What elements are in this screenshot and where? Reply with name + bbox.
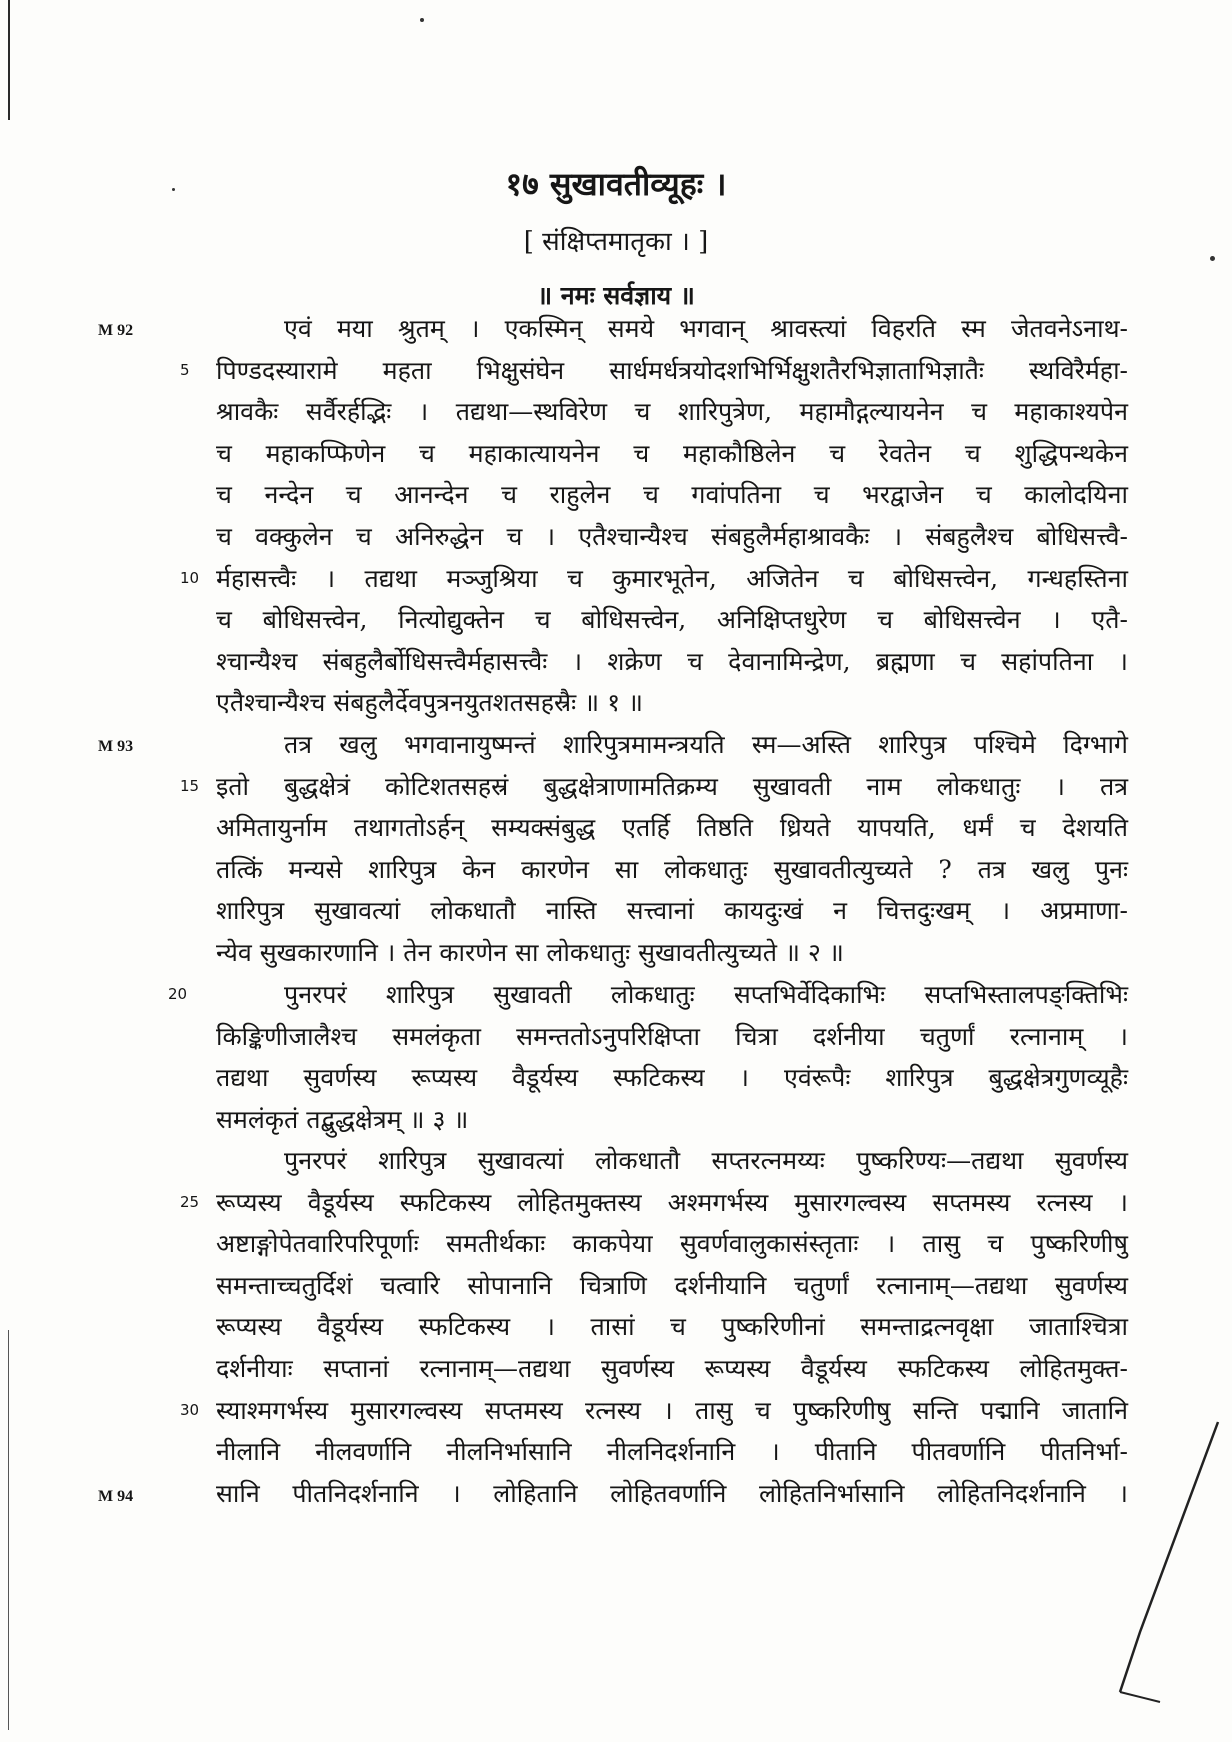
text-line xyxy=(180,558,1128,600)
line-number: 25 xyxy=(180,1192,200,1211)
text-line: तत्किं मन्यसे शारिपुत्र केन कारणेन सा लोकधातुः सुखावतीत्युच्यते ? तत्र खलु पुनः xyxy=(216,854,1128,884)
binding-edge-line xyxy=(8,0,10,120)
text-line: च नन्देन च आनन्देन च राहुलेन च गवांपतिना च भरद्वाजेन च कालोदयिना xyxy=(216,480,1128,510)
text-line xyxy=(168,974,1128,1016)
text-line: समलंकृतं तद्बुद्धक्षेत्रम् ॥ ३ ॥ xyxy=(216,1104,469,1134)
text-line: च महाकप्फिणेन च महाकात्यायनेन च महाकौष्ठिलेन च रेवतेन च शुद्धिपन्थकेन xyxy=(216,438,1128,468)
text-line xyxy=(180,1182,1128,1224)
text-body xyxy=(180,308,1128,724)
text-line: तत्र खलु भगवानायुष्मन्तं शारिपुत्रमामन्त्रयति स्म—अस्ति शारिपुत्र पश्चिमे दिग्भागे xyxy=(284,730,1128,759)
pencil-stroke-mark xyxy=(1100,1402,1220,1702)
text-line-content: रूप्यस्य वैडूर्यस्य स्फटिकस्य लोहितमुक्तस्य अश्मगर्भस्य मुसारगल्वस्य सप्तमस्य रत्नस्य । xyxy=(216,1187,1128,1217)
text-line-content: इतो बुद्धक्षेत्रं कोटिशतसहस्रं बुद्धक्षेत्राणामतिक्रम्य सुखावती नाम लोकधातुः । तत्र xyxy=(216,771,1128,801)
text-line: एतैश्चान्यैश्च संबहुलैर्देवपुत्रनयुतशतसहस्रैः ॥ १ ॥ xyxy=(216,688,643,718)
text-line: श्चान्यैश्च संबहुलैर्बोधिसत्त्वैर्महासत्त्वैः । शक्रेण च देवानामिन्द्रेण, ब्रह्मणा च सहांपतिना । xyxy=(216,646,1128,676)
line-number: 30 xyxy=(180,1400,200,1419)
chapter-subtitle: [ संक्षिप्तमातृका । ] xyxy=(523,227,709,257)
text-line: एवं मया श्रुतम् । एकस्मिन् समये भगवान् श्रावस्त्यां विहरति स्म जेतवनेऽनाथ- xyxy=(284,314,1128,343)
text-line xyxy=(180,766,1128,808)
line-number: 5 xyxy=(180,360,190,379)
manuscript-page-ref: M 92 xyxy=(98,322,134,339)
text-line-content: स्याश्मगर्भस्य मुसारगल्वस्य सप्तमस्य रत्नस्य । तासु च पुष्करिणीषु सन्ति पद्मानि जातानि xyxy=(216,1395,1128,1425)
text-line-content: पुनरपरं शारिपुत्र सुखावती लोकधातुः सप्तभिर्वेदिकाभिः सप्तभिस्तालपङ्क्तिभिः xyxy=(284,980,1128,1009)
chapter-title: १७ सुखावतीव्यूहः । xyxy=(505,165,727,203)
text-line: पुनरपरं शारिपुत्र सुखावत्यां लोकधातौ सप्तरत्नमय्यः पुष्करिण्यः—तद्यथा सुवर्णस्य xyxy=(284,1146,1128,1175)
text-body xyxy=(180,1140,1128,1514)
text-body xyxy=(168,974,1128,1140)
manuscript-page-ref: M 93 xyxy=(98,738,134,755)
text-line: न्येव सुखकारणानि । तेन कारणेन सा लोकधातुः सुखावतीत्युच्यते ॥ २ ॥ xyxy=(216,937,844,967)
text-line xyxy=(180,350,1128,392)
invocation: ॥ नमः सर्वज्ञाय ॥ xyxy=(537,281,695,310)
text-line: सानि पीतनिदर्शनानि । लोहितानि लोहितवर्णानि लोहितनिर्भासानि लोहितनिदर्शनानि । xyxy=(216,1478,1128,1508)
text-line xyxy=(180,1390,1128,1432)
text-line: च बोधिसत्त्वेन, नित्योद्युक्तेन च बोधिसत्त्वेन, अनिक्षिप्तधुरेण च बोधिसत्त्वेन । एतै- xyxy=(216,605,1128,635)
text-line: अष्टाङ्गोपेतवारिपरिपूर्णाः समतीर्थकाः काकपेया सुवर्णवालुकासंस्तृताः । तासु च पुष्करिणीषु xyxy=(216,1229,1128,1259)
text-line-content: र्महासत्त्वैः । तद्यथा मञ्जुश्रिया च कुमारभूतेन, अजितेन च बोधिसत्त्वेन, गन्धहस्तिना xyxy=(216,563,1128,593)
text-line: दर्शनीयाः सप्तानां रत्नानाम्—तद्यथा सुवर्णस्य रूप्यस्य वैडूर्यस्य स्फटिकस्य लोहितमुक्त- xyxy=(216,1353,1128,1383)
line-number: 20 xyxy=(168,985,188,1003)
text-line: अमितायुर्नाम तथागतोऽर्हन् सम्यक्संबुद्ध एतर्हि तिष्ठति ध्रियते यापयति, धर्मं च देशयति xyxy=(216,813,1128,843)
text-line: च वक्कुलेन च अनिरुद्धेन च । एतैश्चान्यैश्च संबहुलैर्महाश्रावकैः । संबहुलैश्च बोधिसत्त्वै- xyxy=(216,521,1128,551)
line-number: 15 xyxy=(180,776,200,795)
text-line: नीलानि नीलवर्णानि नीलनिर्भासानि नीलनिदर्शनानि । पीतानि पीतवर्णानि पीतनिर्भा- xyxy=(216,1437,1128,1467)
text-line: रूप्यस्य वैडूर्यस्य स्फटिकस्य । तासां च पुष्करिणीनां समन्ताद्रत्नवृक्षा जाताश्चित्रा xyxy=(216,1312,1128,1342)
text-line: समन्ताच्चतुर्दिशं चत्वारि सोपानानि चित्राणि दर्शनीयानि चतुर्णां रत्नानाम्—तद्यथा सुवर्णस्य xyxy=(216,1270,1128,1300)
text-line-content: पिण्डदस्यारामे महता भिक्षुसंघेन सार्धमर्धत्रयोदशभिर्भिक्षुशतैरभिज्ञाताभिज्ञातैः स्थविरैर्महा- xyxy=(216,355,1128,385)
manuscript-page-ref: M 94 xyxy=(98,1488,134,1505)
line-number: 10 xyxy=(180,568,200,587)
text-line: किङ्किणीजालैश्च समलंकृता समन्ततोऽनुपरिक्षिप्ता चित्रा दर्शनीया चतुर्णां रत्नानाम् । xyxy=(216,1021,1128,1051)
text-line: शारिपुत्र सुखावत्यां लोकधातौ नास्ति सत्त्वानां कायदुःखं न चित्तदुःखम् । अप्रमाणा- xyxy=(216,896,1128,926)
scan-speck xyxy=(420,18,424,22)
text-body xyxy=(180,724,1128,974)
binding-edge-line xyxy=(8,1330,9,1730)
text-line: श्रावकैः सर्वैरर्हद्भिः । तद्यथा—स्थविरेण च शारिपुत्रेण, महामौद्गल्यायनेन च महाकाश्यपेन xyxy=(216,397,1128,427)
text-line: तद्यथा सुवर्णस्य रूप्यस्य वैडूर्यस्य स्फटिकस्य । एवंरूपैः शारिपुत्र बुद्धक्षेत्रगुणव्यूहैः xyxy=(216,1063,1128,1093)
